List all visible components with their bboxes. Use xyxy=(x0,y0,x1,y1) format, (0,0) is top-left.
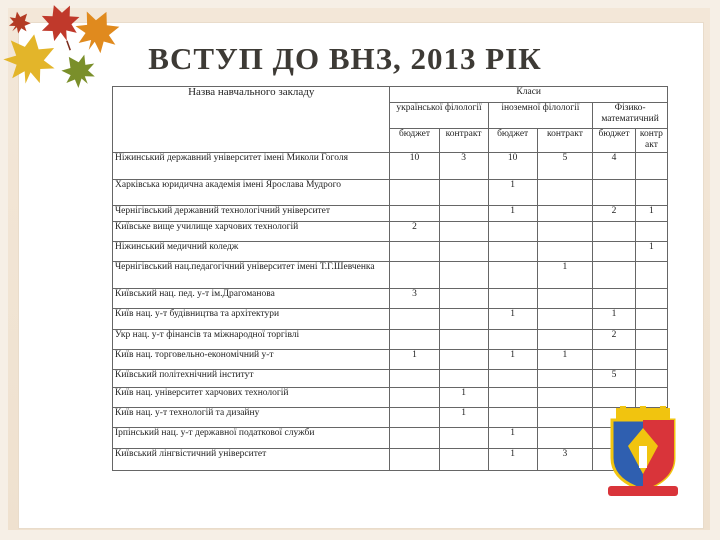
value-cell xyxy=(635,153,667,180)
value-cell xyxy=(390,388,439,408)
value-cell xyxy=(593,222,636,242)
value-cell xyxy=(635,180,667,206)
value-cell: 2 xyxy=(593,206,636,222)
group-physmath: Фізико-математичний xyxy=(593,103,668,129)
value-cell xyxy=(537,206,592,222)
value-cell: 1 xyxy=(390,350,439,370)
value-cell: 3 xyxy=(390,289,439,309)
value-cell: 1 xyxy=(593,309,636,330)
value-cell xyxy=(390,330,439,350)
value-cell: 1 xyxy=(488,206,537,222)
value-cell xyxy=(635,388,667,408)
value-cell xyxy=(537,309,592,330)
value-cell: 4 xyxy=(593,153,636,180)
value-cell xyxy=(537,222,592,242)
table-row xyxy=(113,408,668,428)
value-cell xyxy=(537,330,592,350)
value-cell xyxy=(439,206,488,222)
value-cell xyxy=(439,242,488,262)
institution-name: Київ нац. університет харчових технологій xyxy=(113,388,390,408)
value-cell: 1 xyxy=(635,206,667,222)
subhead-contract-3: контр акт xyxy=(635,129,667,153)
value-cell xyxy=(439,309,488,330)
table-row xyxy=(113,330,668,350)
value-cell xyxy=(439,330,488,350)
header-row-1 xyxy=(113,87,668,103)
institution-name: Ніжинський державний університет імені Миколи Гоголя xyxy=(113,153,390,180)
value-cell xyxy=(390,262,439,289)
value-cell xyxy=(439,428,488,449)
value-cell: 10 xyxy=(390,153,439,180)
institution-name: Чернігівський нац.педагогічний університет імені Т.Г.Шевченка xyxy=(113,262,390,289)
institution-name: Київ нац. у-т технологій та дизайну xyxy=(113,408,390,428)
value-cell xyxy=(390,242,439,262)
value-cell xyxy=(488,222,537,242)
table-row xyxy=(113,206,668,222)
institution-name: Київський політехнічний інститут xyxy=(113,370,390,388)
value-cell xyxy=(488,262,537,289)
value-cell xyxy=(390,428,439,449)
header-institution: Назва навчального закладу xyxy=(113,87,390,153)
slide-title: ВСТУП ДО ВНЗ, 2013 РІК xyxy=(148,41,542,76)
value-cell xyxy=(593,350,636,370)
table-body xyxy=(113,153,668,471)
value-cell xyxy=(390,408,439,428)
value-cell xyxy=(439,350,488,370)
table-row xyxy=(113,242,668,262)
admissions-table xyxy=(112,86,668,471)
value-cell xyxy=(488,330,537,350)
value-cell xyxy=(635,262,667,289)
value-cell: 5 xyxy=(593,370,636,388)
value-cell: 1 xyxy=(537,262,592,289)
table-row xyxy=(113,222,668,242)
value-cell xyxy=(390,449,439,471)
value-cell: 1 xyxy=(439,408,488,428)
value-cell xyxy=(488,388,537,408)
value-cell xyxy=(439,222,488,242)
institution-name: Харківська юридична академія імені Ярослава Мудрого xyxy=(113,180,390,206)
table-row xyxy=(113,428,668,449)
value-cell xyxy=(593,180,636,206)
institution-name: Ніжинський медичний коледж xyxy=(113,242,390,262)
value-cell: 10 xyxy=(488,153,537,180)
value-cell xyxy=(390,206,439,222)
header-classes: Класи xyxy=(390,87,668,103)
group-foreign: іноземної філології xyxy=(488,103,593,129)
value-cell xyxy=(537,388,592,408)
value-cell xyxy=(488,370,537,388)
value-cell: 1 xyxy=(635,242,667,262)
value-cell xyxy=(488,242,537,262)
value-cell: 3 xyxy=(439,153,488,180)
table-row xyxy=(113,370,668,388)
value-cell: 5 xyxy=(537,153,592,180)
value-cell xyxy=(635,350,667,370)
coat-of-arms-icon xyxy=(606,406,680,498)
group-ukrainian: української філології xyxy=(390,103,488,129)
value-cell xyxy=(439,262,488,289)
table-row xyxy=(113,309,668,330)
table-row xyxy=(113,180,668,206)
value-cell xyxy=(390,180,439,206)
table-row xyxy=(113,388,668,408)
institution-name: Київ нац. торговельно-економічний у-т xyxy=(113,350,390,370)
subhead-contract-1: контракт xyxy=(439,129,488,153)
value-cell xyxy=(488,289,537,309)
table-row xyxy=(113,289,668,309)
table-row xyxy=(113,153,668,180)
value-cell: 1 xyxy=(488,309,537,330)
value-cell: 1 xyxy=(537,350,592,370)
value-cell: 1 xyxy=(488,180,537,206)
institution-name: Укр нац. у-т фінансів та міжнародної торгівлі xyxy=(113,330,390,350)
institution-name: Київський нац. пед. у-т ім.Драгоманова xyxy=(113,289,390,309)
subhead-budget-3: бюджет xyxy=(593,129,636,153)
institution-name: Київський лінгвістичний університет xyxy=(113,449,390,471)
value-cell xyxy=(635,289,667,309)
value-cell xyxy=(593,289,636,309)
subhead-contract-2: контракт xyxy=(537,129,592,153)
value-cell xyxy=(593,262,636,289)
value-cell xyxy=(537,289,592,309)
value-cell xyxy=(537,242,592,262)
value-cell xyxy=(439,370,488,388)
value-cell xyxy=(488,408,537,428)
value-cell: 2 xyxy=(390,222,439,242)
value-cell xyxy=(390,309,439,330)
institution-name: Київ нац. у-т будівництва та архітектури xyxy=(113,309,390,330)
value-cell xyxy=(593,388,636,408)
value-cell xyxy=(439,449,488,471)
value-cell xyxy=(537,180,592,206)
institution-name: Київське вище училище харчових технологій xyxy=(113,222,390,242)
table-row xyxy=(113,262,668,289)
value-cell xyxy=(593,242,636,262)
value-cell xyxy=(537,370,592,388)
value-cell: 3 xyxy=(537,449,592,471)
institution-name: Ірпінський нац. у-т державної податкової служби xyxy=(113,428,390,449)
value-cell xyxy=(635,222,667,242)
value-cell xyxy=(439,289,488,309)
value-cell: 1 xyxy=(488,350,537,370)
value-cell xyxy=(537,408,592,428)
subhead-budget-2: бюджет xyxy=(488,129,537,153)
table-row xyxy=(113,449,668,471)
value-cell xyxy=(635,370,667,388)
value-cell xyxy=(537,428,592,449)
value-cell: 2 xyxy=(593,330,636,350)
institution-name: Чернігівський державний технологічний університет xyxy=(113,206,390,222)
table-row xyxy=(113,350,668,370)
value-cell xyxy=(390,370,439,388)
value-cell: 1 xyxy=(439,388,488,408)
value-cell: 1 xyxy=(488,449,537,471)
value-cell xyxy=(439,180,488,206)
value-cell xyxy=(635,309,667,330)
value-cell: 1 xyxy=(488,428,537,449)
value-cell xyxy=(635,330,667,350)
subhead-budget-1: бюджет xyxy=(390,129,439,153)
